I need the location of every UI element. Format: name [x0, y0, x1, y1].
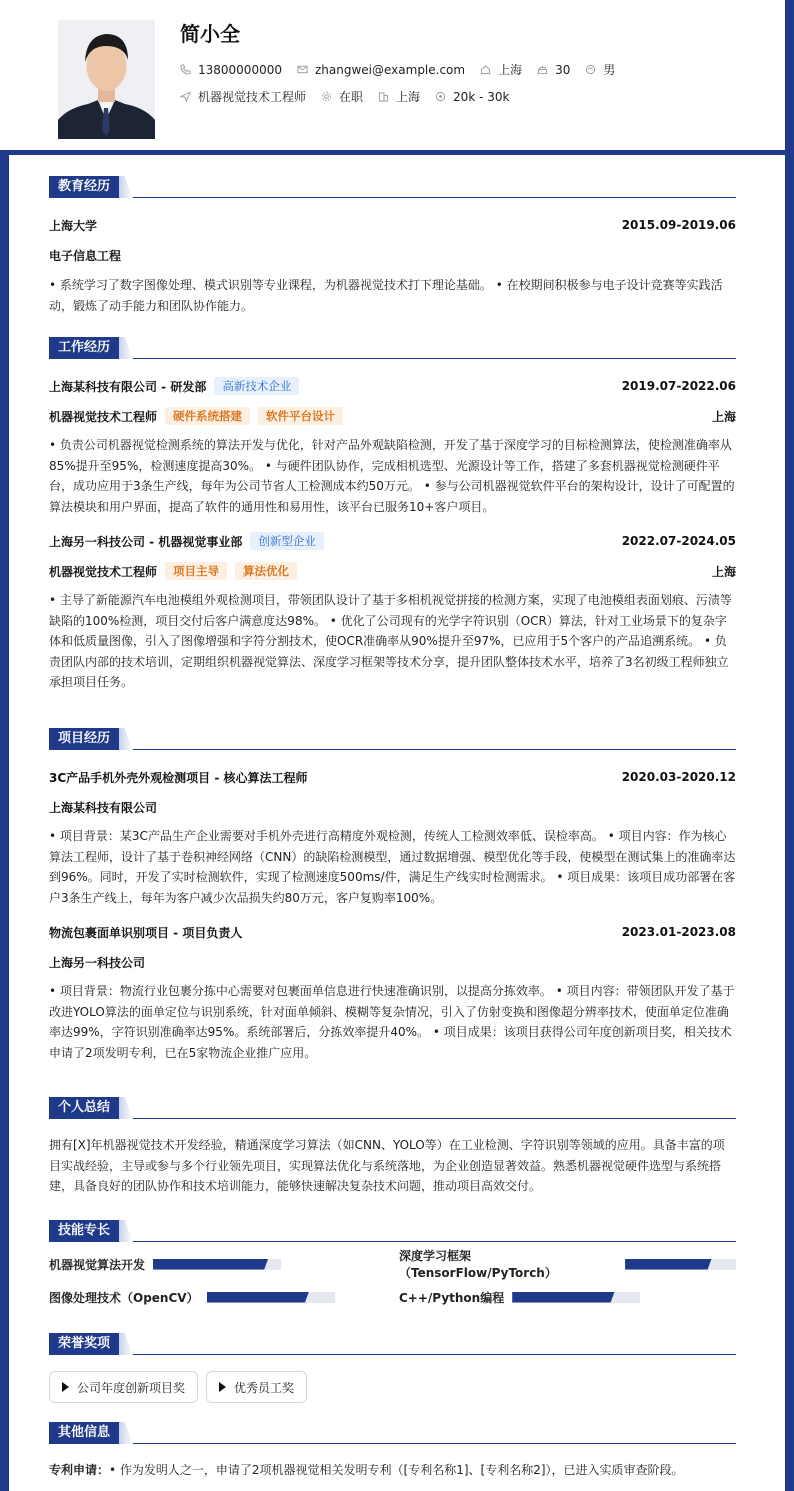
company-name: 上海某科技有限公司 - 研发部 [49, 379, 207, 394]
education-period: 2015.09-2019.06 [621, 218, 736, 232]
project-company: 上海某科技有限公司 [49, 800, 158, 815]
section-header [49, 176, 736, 198]
skill-level-fill [512, 1292, 614, 1303]
section-title: 荣誉奖项 [49, 1333, 119, 1355]
city-value: 上海 [498, 63, 523, 77]
project-name: 物流包裹面单识别项目 - 项目负责人 [49, 925, 243, 940]
skill-tag: 项目主导 [165, 562, 227, 580]
email-value: zhangwei@example.com [314, 62, 466, 77]
skill-level-fill [625, 1259, 712, 1270]
section-title: 工作经历 [49, 337, 119, 359]
cake-icon [537, 64, 548, 75]
project-name: 3C产品手机外壳外观检测项目 - 核心算法工程师 [49, 770, 308, 785]
skill-level-fill [153, 1259, 268, 1270]
section-header [49, 337, 736, 359]
skill-tag: 软件平台设计 [258, 407, 343, 425]
company-tag: 高新技术企业 [214, 377, 299, 395]
status-value: 在职 [339, 90, 364, 104]
phone-item [180, 63, 282, 77]
salary-value: 20k - 30k [453, 89, 510, 104]
skill-level-bar [512, 1292, 640, 1303]
work-location: 上海 [711, 564, 736, 579]
skill-item [49, 1254, 281, 1274]
candidate-name: 简小全 [180, 22, 240, 46]
project-item [49, 922, 736, 1063]
skill-name: C++/Python编程 [399, 1290, 505, 1305]
award-label: 优秀员工奖 [234, 1380, 295, 1395]
position-name: 机器视觉技术工程师 [49, 409, 158, 424]
target-city-item [378, 88, 420, 105]
section-title: 个人总结 [49, 1097, 119, 1119]
summary-section [49, 1097, 736, 1197]
awards-list [49, 1371, 736, 1403]
other-text: • 作为发明人之一，申请了2项机器视觉相关发明专利（[专利名称1]、[专利名称2]），已进入实质审查阶段。 [109, 1463, 684, 1477]
skill-item [49, 1287, 335, 1307]
coin-icon [435, 91, 446, 102]
skill-level-bar [207, 1292, 335, 1303]
mail-icon [297, 64, 308, 75]
skills-grid [49, 1242, 736, 1312]
skill-level-bar [153, 1259, 281, 1270]
education-section [49, 176, 736, 316]
job-title-item [180, 88, 306, 105]
projects-section [49, 728, 736, 1063]
summary-text: 拥有[X]年机器视觉技术开发经验，精通深度学习算法（如CNN、YOLO等）在工业检测、字符识别等领域的应用。具备丰富的项目实战经验，主导或参与多个行业领先项目，实现算法优化与系统落地，为企业创造显著效益。熟悉机器视觉硬件选型与系统搭建，具备良好的团队协作和技术培训能力，能够快速解决复杂技术问题，推动项目高效交付。 [49, 1138, 725, 1193]
gender-value: 男 [603, 63, 616, 77]
phone-icon [180, 64, 191, 75]
work-item [49, 376, 736, 517]
gender-icon [585, 64, 596, 75]
other-label: 专利申请： [49, 1463, 110, 1477]
section-header [49, 1097, 736, 1119]
project-period: 2023.01-2023.08 [621, 925, 736, 939]
major-row [49, 245, 736, 265]
work-period: 2019.07-2022.06 [621, 379, 736, 393]
project-description: • 项目背景：某3C产品生产企业需要对手机外壳进行高精度外观检测，传统人工检测效率低、误检率高。 • 项目内容：作为核心算法工程师，设计了基于卷积神经网络（CNN）的缺陷检测模型，通过数据增强、模型优化等手段，使模型在测试集上的准确率达到96%。同时，开发了实时检测软件，实现了检测速度500ms/件，满足生产线实时检测需求。 • 项目成果：该项目成功部署在客户3条生产线上，每年为客户减少次品损失约80万元，客户复购率100%。 [49, 829, 736, 905]
section-header [49, 1333, 736, 1355]
phone-value: 13800000000 [198, 62, 282, 77]
resume-header [0, 0, 794, 155]
work-item [49, 531, 736, 693]
skill-item [399, 1287, 640, 1307]
skill-name: 深度学习框架（TensorFlow/PyTorch） [399, 1249, 557, 1280]
send-icon [180, 91, 191, 102]
status-item [321, 88, 363, 105]
city-item [480, 61, 522, 78]
job-row [180, 88, 524, 105]
award-item[interactable] [206, 1371, 307, 1403]
skill-name: 机器视觉算法开发 [49, 1257, 146, 1272]
other-section [49, 1422, 736, 1481]
section-title: 其他信息 [49, 1422, 119, 1444]
work-description: • 主导了新能源汽车电池模组外观检测项目，带领团队设计了基于多相机视觉拼接的检测方案，实现了电池模组表面划痕、污渍等缺陷的100%检测，项目交付后客户满意度达98%。 • 优化了公司现有的光学字符识别（OCR）算法，针对工业场景下的复杂字体和低质量图像，引入了图像增强和字符分割技术，使OCR准确率从90%提升至97%，已应用于5个客户的产品追溯系统。 • 负责团队内部的技术培训，定期组织机器视觉算法、深度学习框架等技术分享，提升团队整体技术水平，培养了3名初级工程师独立承担项目任务。 [49, 593, 732, 689]
school-name: 上海大学 [49, 218, 98, 233]
project-item [49, 767, 736, 908]
gender-item [585, 61, 615, 78]
award-label: 公司年度创新项目奖 [77, 1380, 186, 1395]
project-description: • 项目背景：物流行业包裹分拣中心需要对包裹面单信息进行快速准确识别，以提高分拣效率。 • 项目内容：带领团队开发了基于改进YOLO算法的面单定位与识别系统，针对面单倾斜、模糊等复杂情况，引入了仿射变换和图像超分辨率技术，使面单定位准确率达99%，字符识别准确率达95%。系统部署后，分拣效率提升40%。 • 项目成果：该项目获得公司年度创新项目奖，相关技术申请了2项发明专利，已在5家物流企业推广应用。 [49, 984, 735, 1060]
skill-tag: 算法优化 [235, 562, 297, 580]
section-title: 技能专长 [49, 1220, 119, 1242]
avatar [58, 20, 155, 139]
work-description: • 负责公司机器视觉检测系统的算法开发与优化，针对产品外观缺陷检测，开发了基于深度学习的目标检测算法，使检测准确率从85%提升至95%，检测速度提高30%。 • 与硬件团队协作，完成相机选型、光源设计等工作，搭建了多套机器视觉检测硬件平台，成功应用于3条生产线，每年为公司节省人工检测成本约50万元。 • 参与公司机器视觉软件平台的架构设计，设计了可配置的算法模块和用户界面，提高了软件的通用性和易用性，该平台已服务10+客户项目。 [49, 438, 735, 514]
salary-item [435, 90, 509, 104]
awards-section [49, 1333, 736, 1403]
skill-level-bar [625, 1259, 736, 1270]
work-location: 上海 [711, 409, 736, 424]
home-icon [480, 64, 491, 75]
project-company: 上海另一科技公司 [49, 955, 146, 970]
section-header [49, 1422, 736, 1444]
project-period: 2020.03-2020.12 [621, 770, 736, 784]
section-title: 项目经历 [49, 728, 119, 750]
age-item [537, 63, 570, 77]
education-row [49, 215, 736, 235]
section-header [49, 1220, 736, 1242]
company-name: 上海另一科技公司 - 机器视觉事业部 [49, 534, 243, 549]
section-title: 教育经历 [49, 176, 119, 198]
other-info [49, 1460, 736, 1481]
work-section [49, 337, 736, 693]
position-name: 机器视觉技术工程师 [49, 564, 158, 579]
job-title-value: 机器视觉技术工程师 [198, 90, 307, 104]
target-city-value: 上海 [396, 90, 421, 104]
work-period: 2022.07-2024.05 [621, 534, 736, 548]
skill-level-fill [207, 1292, 309, 1303]
skill-tag: 硬件系统搭建 [165, 407, 250, 425]
skill-name: 图像处理技术（OpenCV） [49, 1290, 199, 1305]
play-icon [62, 1382, 69, 1392]
contact-row [180, 61, 630, 78]
age-value: 30 [555, 62, 571, 77]
company-tag: 创新型企业 [250, 532, 324, 550]
play-icon [219, 1382, 226, 1392]
gear-icon [321, 91, 332, 102]
award-item[interactable] [49, 1371, 198, 1403]
building-icon [378, 91, 389, 102]
email-item [297, 63, 465, 77]
skill-item [399, 1249, 736, 1280]
section-header [49, 728, 736, 750]
skills-section [49, 1220, 736, 1312]
major-name: 电子信息工程 [49, 248, 122, 263]
education-description: • 系统学习了数字图像处理、模式识别等专业课程，为机器视觉技术打下理论基础。 • 在校期间积极参与电子设计竞赛等实践活动，锻炼了动手能力和团队协作能力。 [49, 278, 723, 313]
